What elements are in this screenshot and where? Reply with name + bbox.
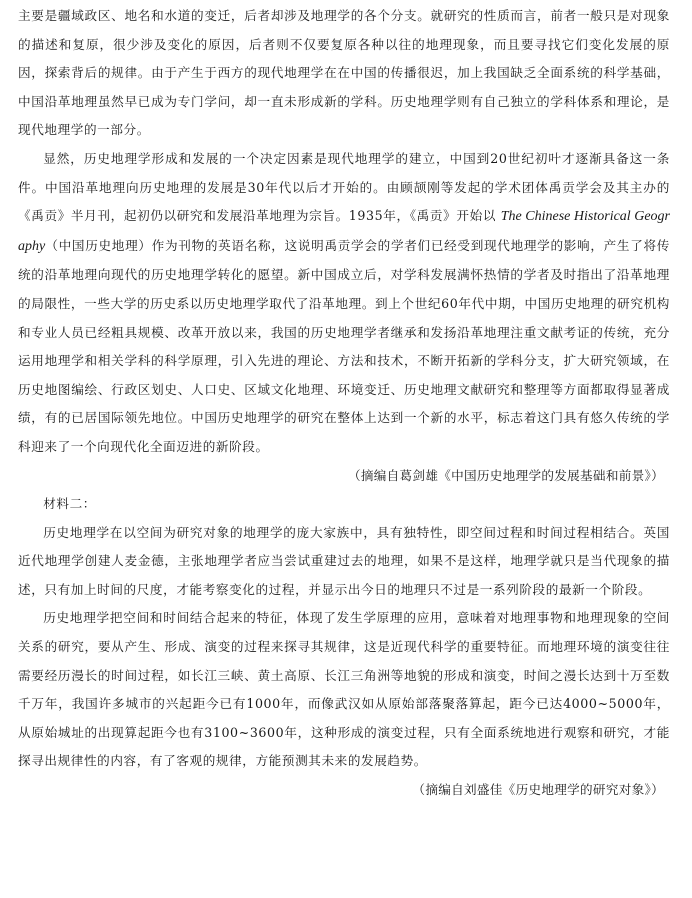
english-journal-name: The Chinese Historical Geography	[18, 209, 671, 254]
material-one-source: （摘编自葛剑雄《中国历史地理学的发展基础和前景》）	[347, 467, 664, 483]
material-two-source: （摘编自刘盛佳《历史地理学的研究对象》）	[412, 782, 664, 798]
material-two-paragraph-2: 历史地理学把空间和时间结合起来的特征，体现了发生学原理的应用，意味着对地理事物和地理现象的空间关系的研究，要从产生、形成、演变的过程来探寻其规律，这是近现代科学的重要特征。而地理环境的演变往往需要经历漫长的时间过程，如长江三峡、黄土高原、长江三角洲等地貌的形成和演变，时间之漫长达到十万至数千万年，我国许多城市的兴起距今已有1000年，而像武汉如从原始部落聚落算起，距今已达4000~5000年，从原始城址的出现算起距今也有3100~3600年，这种形成的演变过程，只有全面系统地进行观察和研究，才能探寻出规律性的内容，有了客观的规律，方能预测其未来的发展趋势。	[18, 610, 670, 769]
material-two-paragraph-1: 历史地理学在以空间为研究对象的地理学的庞大家族中，具有独特性，即空间过程和时间过程相结合。英国近代地理学创建人麦金德，主张地理学者应当尝试重建过去的地理，如果不是这样，地理学就只是当代现象的描述，只有加上时间的尺度，才能考察变化的过程，并显示出今日的地理只不过是一系列阶段的最新一个阶段。	[18, 524, 670, 597]
material-one-paragraph-1: 主要是疆域政区、地名和水道的变迁，后者却涉及地理学的各个分支。就研究的性质而言，前者一般只是对现象的描述和复原，很少涉及变化的原因，后者则不仅要复原各种以往的地理现象，而且要寻找它们变化发展的原因，探索背后的规律。由于产生于西方的现代地理学在在中国的传播很迟，加上我国缺乏全面系统的科学基础，中国沿革地理虽然早已成为专门学问，却一直未形成新的学科。历史地理学则有自己独立的学科体系和理论，是现代地理学的一部分。	[18, 8, 670, 138]
paragraph-2-text-before-english: 显然，历史地理学形成和发展的一个决定因素是现代地理学的建立，中国到20世纪初叶才逐渐具备这一条件。中国沿革地理向历史地理的发展是30年代以后才开始的。由顾颉刚等发起的学术团体禹贡学会及其主办的《禹贡》半月刊，起初仍以研究和发展沿革地理为宗旨。1935年，《禹贡》开始以	[18, 150, 670, 224]
material-two-heading: 材料二：	[43, 496, 96, 512]
material-one-paragraph-2	[18, 145, 670, 462]
paragraph-2-text-after-english: （中国历史地理）作为刊物的英语名称，这说明禹贡学会的学者们已经受到现代地理学的影响，产生了将传统的沿革地理向现代的历史地理学转化的愿望。新中国成立后，对学科发展满怀热情的学者及时指出了沿革地理的局限性，一些大学的历史系以历史地理学取代了沿革地理。到上个世纪60年代中期，中国历史地理的研究机构和专业人员已经粗具规模、改革开放以来，我国的历史地理学者继承和发扬沿革地理注重文献考证的传统，充分运用地理学和相关学科的科学原理，引入先进的理论、方法和技术，不断开拓新的学科分支，扩大研究领域，在历史地图编绘、行政区划史、人口史、区域文化地理、环境变迁、历史地理文献研究和整理等方面都取得显著成绩，有的已居国际领先地位。中国历史地理学的研究在整体上达到一个新的水平，标志着这门具有悠久传统的学科迎来了一个向现代化全面迈进的新阶段。	[18, 237, 670, 454]
